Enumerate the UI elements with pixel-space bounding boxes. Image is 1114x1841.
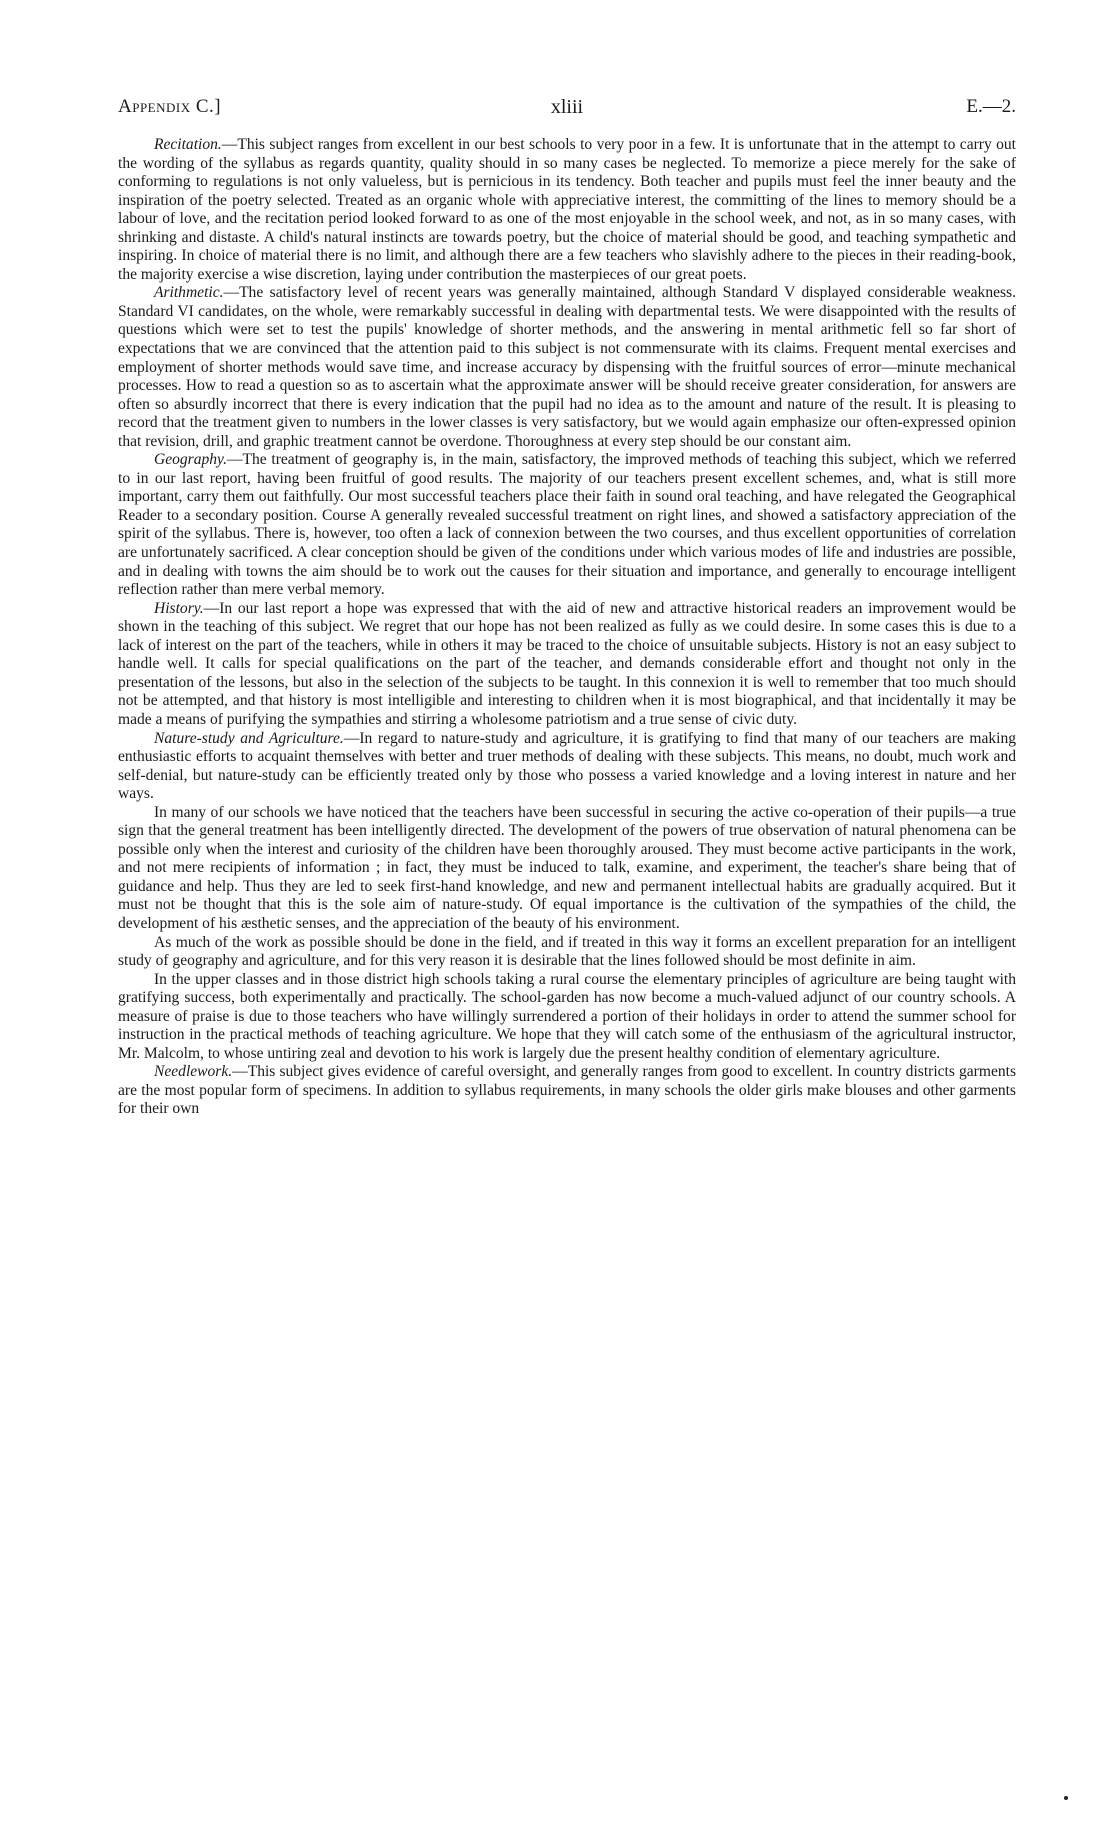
page-number: xliii <box>550 96 584 118</box>
print-dot-mark <box>1064 1796 1068 1800</box>
paragraph-text: —This subject ranges from excellent in our best schools to very poor in a few. It is unfortunate that in the attempt to carry out the wording of the syllabus as regards quantity, quality should in so many cases be neglected. To memorize a piece merely for the sake of conforming to regulations is not only valueless, but is pernicious in its tendency. Both teacher and pupils must feel the inner beauty and the inspiration of the poetry selected. Treated as an organic whole with appreciative interest, the committing of the lines to memory should be a labour of love, and the recitation period looked forward to as one of the most enjoyable in the school week, and not, as in so many cases, with shrinking and distaste. A child's natural instincts are towards poetry, but the choice of material should be good, and teaching sympathetic and inspiring. In choice of material there is no limit, and although there are a few teachers who slavishly adhere to the pieces in their reading-book, the majority exercise a wise discretion, laying under contribution the masterpieces of our great poets. <box>118 136 1016 283</box>
section-heading: Needlework. <box>154 1063 233 1081</box>
paragraph-arithmetic <box>118 284 1016 451</box>
document-page <box>118 92 1016 1119</box>
paragraph-field-work <box>118 934 1016 971</box>
paragraph-nature-study <box>118 730 1016 804</box>
paragraph-agriculture <box>118 971 1016 1064</box>
paragraph-text: As much of the work as possible should be done in the field, and if treated in this way it forms an excellent preparation for an intelligent study of geography and agriculture, and for this very reason it is desirable that the lines followed should be most definite in aim. <box>118 933 1016 970</box>
paragraph-text: —In regard to nature-study and agriculture, it is gratifying to find that many of our teachers are making enthusiastic efforts to acquaint themselves with better and truer methods of dealing with these subjects. This means, no doubt, much work and self-denial, but nature-study can be efficiently treated only by those who possess a varied knowledge and a loving interest in nature and her ways. <box>118 729 1016 803</box>
running-header <box>118 92 1016 122</box>
paragraph-text: —In our last report a hope was expressed that with the aid of new and attractive historical readers an improvement would be shown in the teaching of this subject. We regret that our hope has not been realized as fully as we could desire. In some cases this is due to a lack of interest on the part of the teachers, while in others it may be traced to the choice of unsuitable subjects. History is not an easy subject to handle well. It calls for special qualifications on the part of the teacher, and demands considerable effort and thought not only in the presentation of the lessons, but also in the selection of the subjects to be taught. In this connexion it is well to remember that too much should not be attempted, and that history is most intelligible and interesting to children when it is most biographical, and that incidentally it may be made a means of purifying the sympathies and stirring a wholesome patriotism and a true sense of civic duty. <box>118 599 1016 728</box>
section-heading: Recitation. <box>154 136 222 153</box>
paragraph-geography <box>118 451 1016 599</box>
paragraph-nature-study-pupils <box>118 804 1016 934</box>
paragraph-text: —The satisfactory level of recent years was generally maintained, although Standard V displayed considerable weakness. Standard VI candidates, on the whole, were remarkably successful in dealing with departmental tests. We were disappointed with the results of questions which were set to test the pupils' knowledge of shorter methods, and the answering in mental arithmetic fell so far short of expectations that we are convinced that the attention paid to this subject is not commensurate with its claims. Frequent mental exercises and employment of shorter methods would save time, and increase accuracy by dispensing with the fruitful sources of error—minute mechanical processes. How to read a question so as to ascertain what the approximate answer will be should receive greater consideration, for answers are often so absurdly incorrect that there is every indication that the pupil had no idea as to the amount and nature of the result. It is pleasing to record that the treatment given to numbers in the lower classes is very satisfactory, but we would again emphasize our often-expressed opinion that revision, drill, and graphic treatment cannot be overdone. Thoroughness at every step should be our constant aim. <box>118 284 1016 450</box>
paragraph-text: —This subject gives evidence of careful oversight, and generally ranges from good to excellent. In country districts garments are the most popular form of specimens. In addition to syllabus requirements, in many schools the older girls make blouses and other garments for their own <box>118 1063 1016 1118</box>
section-heading: History. <box>154 599 204 617</box>
section-heading: Arithmetic. <box>154 284 224 302</box>
paragraph-needlework <box>118 1063 1016 1119</box>
section-heading: Geography. <box>154 451 227 469</box>
report-body <box>118 136 1016 1119</box>
paragraph-text: In many of our schools we have noticed that the teachers have been successful in securing the active co-operation of their pupils—a true sign that the general treatment has been intelligently directed. The development of the powers of true observation of natural phenomena can be possible only when the interest and curiosity of the children have been thoroughly aroused. They must become active participants in the work, and not mere recipients of information ; in fact, they must be induced to talk, examine, and experiment, the teacher's share being that of guidance and help. Thus they are led to seek first-hand knowledge, and new and permanent intellectual habits are gradually acquired. But it must not be thought that this is the sole aim of nature-study. Of equal importance is the cultivation of the sympathies of the child, the development of his æsthetic senses, and the appreciation of the beauty of his environment. <box>118 803 1016 932</box>
document-code: E.—2. <box>966 96 1016 117</box>
paragraph-recitation <box>118 136 1016 284</box>
paragraph-text: —The treatment of geography is, in the main, satisfactory, the improved methods of teaching this subject, which we referred to in our last report, having been fruitful of good results. The majority of our teachers present excellent schemes, and, what is still more important, carry them out faithfully. Our most successful teachers place their faith in sound oral teaching, and have relegated the Geographical Reader to a secondary position. Course A generally revealed successful treatment on right lines, and showed a satisfactory appreciation of the spirit of the syllabus. There is, however, too often a lack of connexion between the two courses, and thus excellent opportunities of correlation are unfortunately sacrificed. A clear conception should be given of the conditions under which various modes of life and industries are possible, and in dealing with towns the aim should be to work out the causes for their situation and importance, and generally to encourage intelligent reflection rather than mere verbal memory. <box>118 451 1016 599</box>
appendix-label: Appendix C.] <box>118 96 222 117</box>
section-heading: Nature-study and Agriculture. <box>154 729 344 747</box>
paragraph-text: In the upper classes and in those district high schools taking a rural course the elementary principles of agriculture are being taught with gratifying success, both experimentally and practically. The school-garden has now become a much-valued adjunct of our country schools. A measure of praise is due to those teachers who have willingly surrendered a portion of their holidays in order to attend the summer school for instruction in the practical methods of teaching agriculture. We hope that they will catch some of the enthusiasm of the agricultural instructor, Mr. Malcolm, to whose untiring zeal and devotion to his work is largely due the present healthy condition of elementary agriculture. <box>118 970 1016 1062</box>
paragraph-history <box>118 600 1016 730</box>
